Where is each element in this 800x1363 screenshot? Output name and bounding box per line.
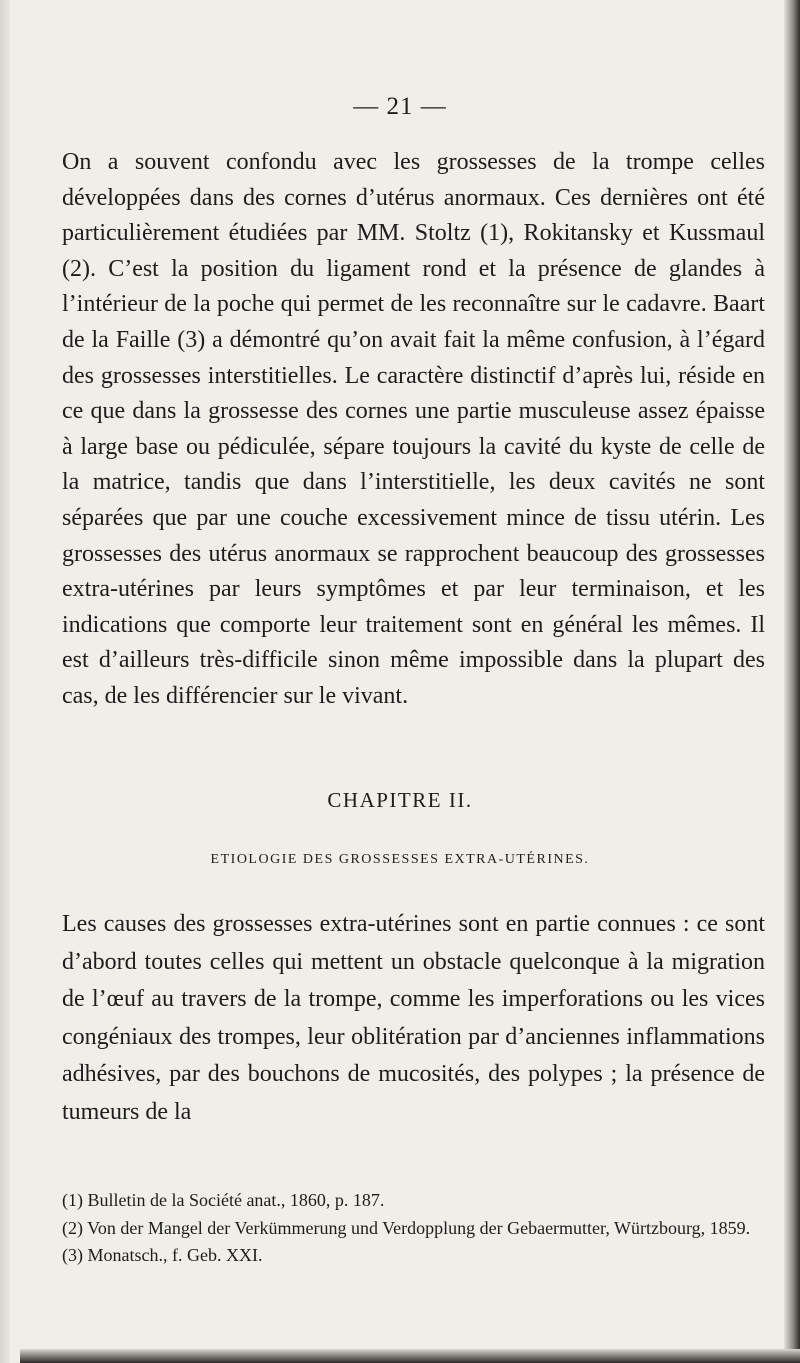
page-number: — 21 — — [353, 93, 447, 120]
paragraph-1: On a souvent confondu avec les grossesses de la trompe celles développées dans des cornes d’utérus anormaux. Ces dernières ont été particulièrement étudiées par MM. Stoltz (1), Rokitansky et Kussmaul (2). C’est la position du ligament rond et la présence de glandes à l’intérieur de la poche qui permet de les reconnaître sur le cadavre. Baart de la Faille (3) a démontré qu’on avait fait la même confusion, à l’égard des grossesses interstitielles. Le caractère distinctif d’après lui, réside en ce que dans la grossesse des cornes une partie musculeuse assez épaisse à large base ou pédiculée, sépare toujours la cavité du kyste de celle de la matrice, tandis que dans l’interstitielle, les deux cavités ne sont séparées que par une couche excessivement mince de tissu utérin. Les grossesses des utérus anormaux se rapprochent beaucoup des grossesses extra-utérines par leurs symptômes et par leur terminaison, et les indications que comporte leur traitement sont en général les mêmes. Il est d’ailleurs très-difficile sinon même impossible dans la plupart des cas, de les différencier sur le vivant. — [62, 149, 765, 709]
footnotes — [62, 1187, 765, 1270]
page-left-edge — [0, 0, 10, 1363]
footnote-2: (2) Von der Mangel der Verkümmerung und Verdopplung der Gebaermutter, Würtzbourg, 1859. — [62, 1217, 751, 1238]
main-text-block — [62, 145, 765, 715]
footnote-3: (3) Monatsch., f. Geb. XXI. — [62, 1245, 263, 1265]
footnote-1: (1) Bulletin de la Société anat., 1860, p. 187. — [62, 1190, 385, 1210]
page-right-edge-shadow — [784, 0, 800, 1363]
page-bottom-edge-shadow — [20, 1349, 800, 1363]
chapter-subtitle: ETIOLOGIE DES GROSSESSES EXTRA-UTÉRINES. — [210, 852, 590, 867]
paragraph-2: Les causes des grossesses extra-utérines sont en partie connues : ce sont d’abord toutes celles qui mettent un obstacle quelconque à la migration de l’œuf au travers de la trompe, comme les imperforations ou les vices congéniaux des trompes, leur oblitération par d’anciennes inflammations adhésives, par des bouchons de mucosités, des polypes ; la présence de tumeurs de la — [62, 911, 765, 1125]
chapter-title: CHAPITRE II. — [327, 788, 473, 812]
